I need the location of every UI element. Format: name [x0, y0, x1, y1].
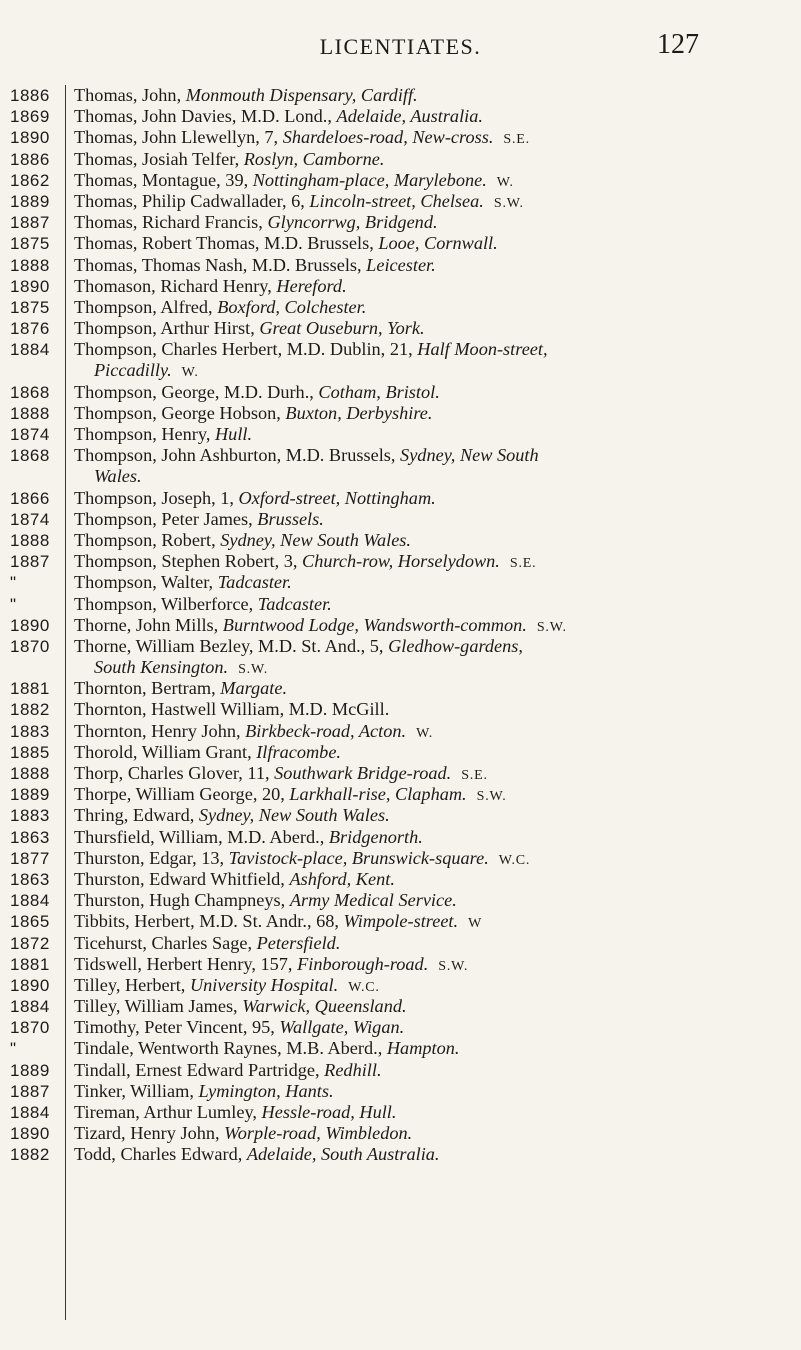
entry-line	[0, 424, 801, 445]
entry-address: Buxton, Derbyshire.	[285, 402, 433, 423]
list-item	[0, 699, 801, 720]
entry-line	[0, 170, 801, 191]
entry-address: Monmouth Dispensary, Cardiff.	[185, 85, 418, 105]
entry-address: Southwark Bridge-road.	[274, 763, 452, 783]
entry-name: Ticehurst, Charles Sage,	[74, 932, 257, 953]
entry-name: Thornton, Henry John,	[74, 720, 246, 741]
entry-name: Thompson, Wilberforce,	[74, 593, 258, 614]
entry-year: 1890	[10, 128, 50, 148]
entry-district: S.W.	[238, 662, 268, 678]
entry-name: Thompson, Charles Herbert, M.D. Dublin, 21,	[74, 339, 418, 360]
list-item	[0, 721, 801, 742]
entry-address: Burntwood Lodge, Wandsworth-common.	[222, 614, 527, 635]
entry-name: Thomason, Richard Henry,	[74, 275, 277, 296]
entry-line	[0, 1081, 801, 1102]
entry-district: W.	[181, 365, 199, 381]
entry-name: Thorpe, William George, 20,	[74, 784, 290, 805]
entry-name: Tireman, Arthur Lumley,	[74, 1102, 262, 1122]
entry-line	[0, 297, 801, 318]
entry-line	[0, 106, 801, 127]
list-item	[0, 805, 801, 826]
entry-year: 1862	[10, 170, 50, 190]
entry-name: Thompson, Peter James,	[74, 508, 258, 529]
entry-address: Tavistock-place, Brunswick-square.	[228, 847, 489, 868]
entry-name: Thomas, Montague, 39,	[74, 169, 253, 190]
list-item	[0, 594, 801, 615]
entry-year: 1888	[10, 764, 50, 783]
entry-address: Finborough-road.	[297, 953, 429, 974]
entry-year: 1884	[10, 1103, 50, 1122]
entry-line	[0, 594, 801, 615]
entry-year: 1887	[10, 213, 50, 233]
list-item	[0, 297, 801, 318]
entry-year: 1870	[10, 636, 50, 656]
entry-continuation-line	[0, 360, 801, 381]
entry-name: Thompson, John Ashburton, M.D. Brussels,	[74, 445, 401, 466]
entry-district: W.C.	[498, 852, 531, 868]
list-item	[0, 445, 801, 487]
list-item	[0, 890, 801, 911]
entry-address-continued: South Kensington.	[94, 657, 229, 678]
entry-line	[0, 933, 801, 954]
entry-name: Thompson, George Hobson,	[74, 402, 286, 423]
entry-name: Tindale, Wentworth Raynes, M.B. Aberd.,	[74, 1038, 387, 1059]
list-item	[0, 85, 801, 106]
entry-name: Thompson, Joseph, 1,	[74, 487, 239, 508]
list-item	[0, 763, 801, 784]
entry-address: Petersfield.	[256, 932, 341, 953]
entry-address: Wimpole-street.	[343, 911, 459, 932]
entry-address: Shardeloes-road, New-cross.	[282, 127, 494, 148]
entry-year: 1890	[10, 1124, 50, 1144]
list-item	[0, 1144, 801, 1165]
entry-year: 1890	[10, 975, 50, 995]
entry-address: Church-row, Horselydown.	[302, 551, 500, 572]
entry-name: Thomas, Richard Francis,	[74, 212, 268, 233]
entry-continuation-line	[0, 466, 801, 487]
entry-year: 1884	[10, 997, 50, 1017]
list-item	[0, 149, 801, 170]
list-item	[0, 827, 801, 848]
entry-year: 1889	[10, 1060, 50, 1080]
running-title: LICENTIATES.	[319, 34, 482, 59]
entry-address: Warwick, Queensland.	[242, 996, 407, 1017]
entry-line	[0, 848, 801, 869]
entry-name: Tidswell, Herbert Henry, 157,	[74, 953, 298, 974]
entry-address: Ilfracombe.	[256, 741, 342, 762]
list-item	[0, 191, 801, 212]
entry-address: Sydney, New South	[400, 445, 539, 466]
entry-year: 1888	[10, 530, 50, 550]
entry-year: 1875	[10, 297, 50, 317]
entry-address: Margate.	[220, 678, 288, 699]
entry-year: 1889	[10, 191, 50, 211]
entry-line	[0, 276, 801, 297]
list-item	[0, 530, 801, 551]
entry-year: 1876	[10, 319, 50, 339]
list-item	[0, 572, 801, 593]
entry-district: W.	[496, 174, 514, 190]
entry-line	[0, 509, 801, 530]
entry-line	[0, 318, 801, 339]
list-item	[0, 1038, 801, 1059]
entry-line	[0, 1038, 801, 1059]
entry-line	[0, 530, 801, 551]
list-item	[0, 975, 801, 996]
entry-line	[0, 572, 801, 593]
entry-continuation-line	[0, 657, 801, 678]
entry-name: Thomas, Josiah Telfer,	[74, 148, 244, 169]
list-item	[0, 636, 801, 678]
entry-address-continued: Wales.	[94, 466, 142, 487]
list-item	[0, 848, 801, 869]
entry-address: Tadcaster.	[217, 572, 292, 593]
entry-address: Adelaide, Australia.	[336, 106, 483, 127]
entry-year: 1889	[10, 785, 50, 805]
entry-name: Tizard, Henry John,	[74, 1123, 225, 1144]
entry-address: Hessle-road, Hull.	[261, 1102, 397, 1122]
list-item	[0, 339, 801, 381]
entry-name: Thurston, Edward Whitfield,	[74, 868, 290, 889]
entry-line	[0, 191, 801, 212]
entry-line	[0, 678, 801, 699]
entry-district: S.W.	[476, 789, 507, 805]
list-item	[0, 1123, 801, 1144]
entry-name: Thomas, John Llewellyn, 7,	[74, 127, 283, 148]
entry-line	[0, 975, 801, 996]
entry-address: Tadcaster.	[257, 593, 332, 614]
list-item	[0, 255, 801, 276]
entry-line	[0, 149, 801, 170]
list-item	[0, 382, 801, 403]
entry-line	[0, 615, 801, 636]
entry-district: S.E.	[461, 768, 488, 783]
list-item	[0, 784, 801, 805]
entry-address: Army Medical Service.	[289, 890, 457, 911]
entry-address: Gledhow-gardens,	[388, 635, 523, 656]
entry-address: Birkbeck-road, Acton.	[245, 720, 407, 741]
list-item	[0, 911, 801, 932]
entry-district: S.W.	[493, 195, 524, 211]
entry-address: Hampton.	[386, 1038, 460, 1059]
entry-year: 1863	[10, 827, 50, 847]
entry-year: 1888	[10, 403, 50, 423]
entry-line	[0, 911, 801, 932]
entry-year: 1887	[10, 552, 50, 572]
entry-address: Oxford-street, Nottingham.	[238, 487, 436, 508]
entry-year: 1877	[10, 848, 50, 868]
entry-year: 1868	[10, 382, 50, 402]
list-item	[0, 742, 801, 763]
list-item	[0, 233, 801, 254]
list-item	[0, 106, 801, 127]
entry-address-continued: Piccadilly.	[94, 360, 172, 381]
entry-year: 1872	[10, 933, 50, 953]
list-item	[0, 276, 801, 297]
entry-year: 1886	[10, 149, 50, 169]
page-number: 127	[657, 29, 699, 60]
entry-line	[0, 1144, 801, 1165]
list-item	[0, 403, 801, 424]
entry-name: Thompson, Alfred,	[74, 296, 218, 317]
list-item	[0, 170, 801, 191]
entry-line	[0, 805, 801, 826]
entry-address: Hereford.	[276, 275, 347, 296]
entry-line	[0, 636, 801, 657]
entry-name: Thurston, Edgar, 13,	[74, 847, 229, 868]
entry-address: University Hospital.	[189, 974, 339, 995]
entry-address: Larkhall-rise, Clapham.	[289, 784, 467, 805]
entry-year: 1884	[10, 891, 50, 911]
list-item	[0, 551, 801, 572]
entry-year: 1888	[10, 255, 50, 275]
entry-name: Thring, Edward,	[74, 805, 199, 826]
entry-address: Nottingham-place, Marylebone.	[252, 169, 487, 190]
entry-address: Bridgenorth.	[328, 826, 423, 847]
entry-address: Hull.	[214, 424, 253, 444]
entry-address: Redhill.	[324, 1059, 382, 1080]
list-item	[0, 869, 801, 890]
entry-line	[0, 255, 801, 276]
entry-year: "	[10, 1039, 17, 1059]
page-header	[0, 29, 801, 74]
list-item	[0, 954, 801, 975]
entry-name: Thomas, Philip Cadwallader, 6,	[74, 190, 310, 211]
entry-address: Lincoln-street, Chelsea.	[309, 190, 484, 211]
list-item	[0, 509, 801, 530]
entry-district: S.W.	[438, 958, 469, 974]
list-item	[0, 1102, 801, 1123]
list-item	[0, 127, 801, 148]
entry-line	[0, 869, 801, 890]
list-item	[0, 1017, 801, 1038]
entry-line	[0, 954, 801, 975]
list-item	[0, 678, 801, 699]
entry-address: Glyncorrwg, Bridgend.	[267, 212, 438, 233]
entry-address: Roslyn, Camborne.	[243, 148, 385, 169]
entry-name: Thompson, Robert,	[74, 529, 221, 550]
entry-district: W.C.	[348, 979, 380, 995]
entry-district: W.	[416, 725, 434, 741]
entry-name: Thompson, George, M.D. Durh.,	[74, 381, 319, 402]
entry-district: S.E.	[509, 556, 537, 572]
entry-year: 1882	[10, 700, 50, 720]
entry-year: 1881	[10, 679, 50, 699]
entry-name: Tilley, Herbert,	[74, 974, 190, 995]
list-item	[0, 615, 801, 636]
entry-line	[0, 1017, 801, 1038]
entry-line	[0, 996, 801, 1017]
entry-district: S.E.	[503, 132, 530, 148]
entry-name: Thompson, Arthur Hirst,	[74, 318, 260, 339]
entry-address: Cotham, Bristol.	[318, 381, 440, 402]
entry-year: 1882	[10, 1145, 50, 1165]
entry-line	[0, 763, 801, 784]
entry-name: Thomas, John Davies, M.D. Lond.,	[74, 106, 337, 127]
entry-name: Tindall, Ernest Edward Partridge,	[74, 1059, 325, 1080]
entry-name: Thompson, Henry,	[74, 424, 215, 444]
entry-name: Todd, Charles Edward,	[74, 1144, 247, 1165]
list-item	[0, 1081, 801, 1102]
entry-year: 1890	[10, 276, 50, 296]
entry-name: Tinker, William,	[74, 1080, 199, 1101]
entry-name: Thompson, Stephen Robert, 3,	[74, 551, 302, 572]
entry-name: Thorold, William Grant,	[74, 741, 257, 762]
entry-name: Timothy, Peter Vincent, 95,	[74, 1017, 280, 1038]
list-item	[0, 488, 801, 509]
entry-name: Thornton, Hastwell William, M.D. McGill.	[74, 699, 390, 720]
entry-address: Lymington, Hants.	[198, 1080, 334, 1101]
entry-line	[0, 339, 801, 360]
entry-line	[0, 403, 801, 424]
entry-address: Looe, Cornwall.	[378, 233, 498, 254]
entry-address: Ashford, Kent.	[289, 868, 395, 889]
entry-address: Adelaide, South Australia.	[246, 1144, 440, 1165]
entry-line	[0, 488, 801, 509]
entry-line	[0, 212, 801, 233]
entry-line	[0, 721, 801, 742]
entry-line	[0, 1102, 801, 1123]
entry-name: Thornton, Bertram,	[74, 678, 221, 699]
entry-line	[0, 827, 801, 848]
entry-line	[0, 382, 801, 403]
entry-year: 1884	[10, 340, 50, 360]
entry-address: Wallgate, Wigan.	[279, 1017, 405, 1038]
entry-name: Thorne, John Mills,	[74, 614, 223, 635]
entry-year: 1870	[10, 1018, 50, 1038]
entry-line	[0, 784, 801, 805]
entry-line	[0, 233, 801, 254]
entry-year: "	[10, 573, 17, 593]
entry-year: 1866	[10, 488, 50, 508]
entry-year: 1886	[10, 86, 50, 105]
entry-name: Thurston, Hugh Champneys,	[74, 890, 290, 911]
entry-year: 1890	[10, 615, 50, 635]
entry-line	[0, 1123, 801, 1144]
list-item	[0, 318, 801, 339]
entry-year: "	[10, 594, 17, 614]
entry-name: Thomas, John,	[74, 85, 186, 105]
entry-address: Sydney, New South Wales.	[198, 805, 390, 826]
entry-name: Thomas, Robert Thomas, M.D. Brussels,	[74, 233, 379, 254]
entry-line	[0, 127, 801, 148]
entry-year: 1869	[10, 107, 50, 127]
entry-district: W	[468, 916, 483, 932]
entry-name: Tilley, William James,	[74, 996, 243, 1017]
entry-name: Thorne, William Bezley, M.D. St. And., 5,	[74, 635, 389, 656]
entry-line	[0, 85, 801, 106]
entry-name: Tibbits, Herbert, M.D. St. Andr., 68,	[74, 911, 344, 932]
entry-year: 1863	[10, 869, 50, 889]
entry-line	[0, 1060, 801, 1081]
entry-address: Half Moon-street,	[417, 339, 548, 360]
list-item	[0, 996, 801, 1017]
entry-address: Brussels.	[257, 508, 324, 529]
entry-address: Leicester.	[366, 254, 436, 275]
entry-year: 1883	[10, 806, 50, 826]
entry-line	[0, 742, 801, 763]
entry-district: S.W.	[536, 619, 567, 635]
entry-line	[0, 551, 801, 572]
entry-year: 1881	[10, 954, 50, 974]
list-item	[0, 1060, 801, 1081]
entry-name: Thomas, Thomas Nash, M.D. Brussels,	[74, 254, 367, 275]
entry-address: Boxford, Colchester.	[217, 296, 367, 317]
entry-year: 1868	[10, 446, 50, 466]
entry-year: 1883	[10, 721, 50, 741]
entry-year: 1875	[10, 234, 50, 254]
entry-name: Thursfield, William, M.D. Aberd.,	[74, 826, 329, 847]
entry-year: 1885	[10, 742, 50, 762]
entry-line	[0, 699, 801, 720]
entry-year: 1887	[10, 1081, 50, 1101]
entry-name: Thorp, Charles Glover, 11,	[74, 763, 275, 783]
entry-name: Thompson, Walter,	[74, 572, 218, 593]
entry-list	[0, 85, 801, 1166]
entry-year: 1874	[10, 509, 50, 529]
list-item	[0, 933, 801, 954]
entry-line	[0, 890, 801, 911]
entry-address: Great Ouseburn, York.	[259, 318, 425, 339]
entry-year: 1874	[10, 425, 50, 444]
entry-address: Worple-road, Wimbledon.	[224, 1123, 413, 1144]
entry-line	[0, 445, 801, 466]
list-item	[0, 212, 801, 233]
entry-year: 1865	[10, 912, 50, 932]
entry-address: Sydney, New South Wales.	[220, 529, 411, 550]
list-item	[0, 424, 801, 445]
